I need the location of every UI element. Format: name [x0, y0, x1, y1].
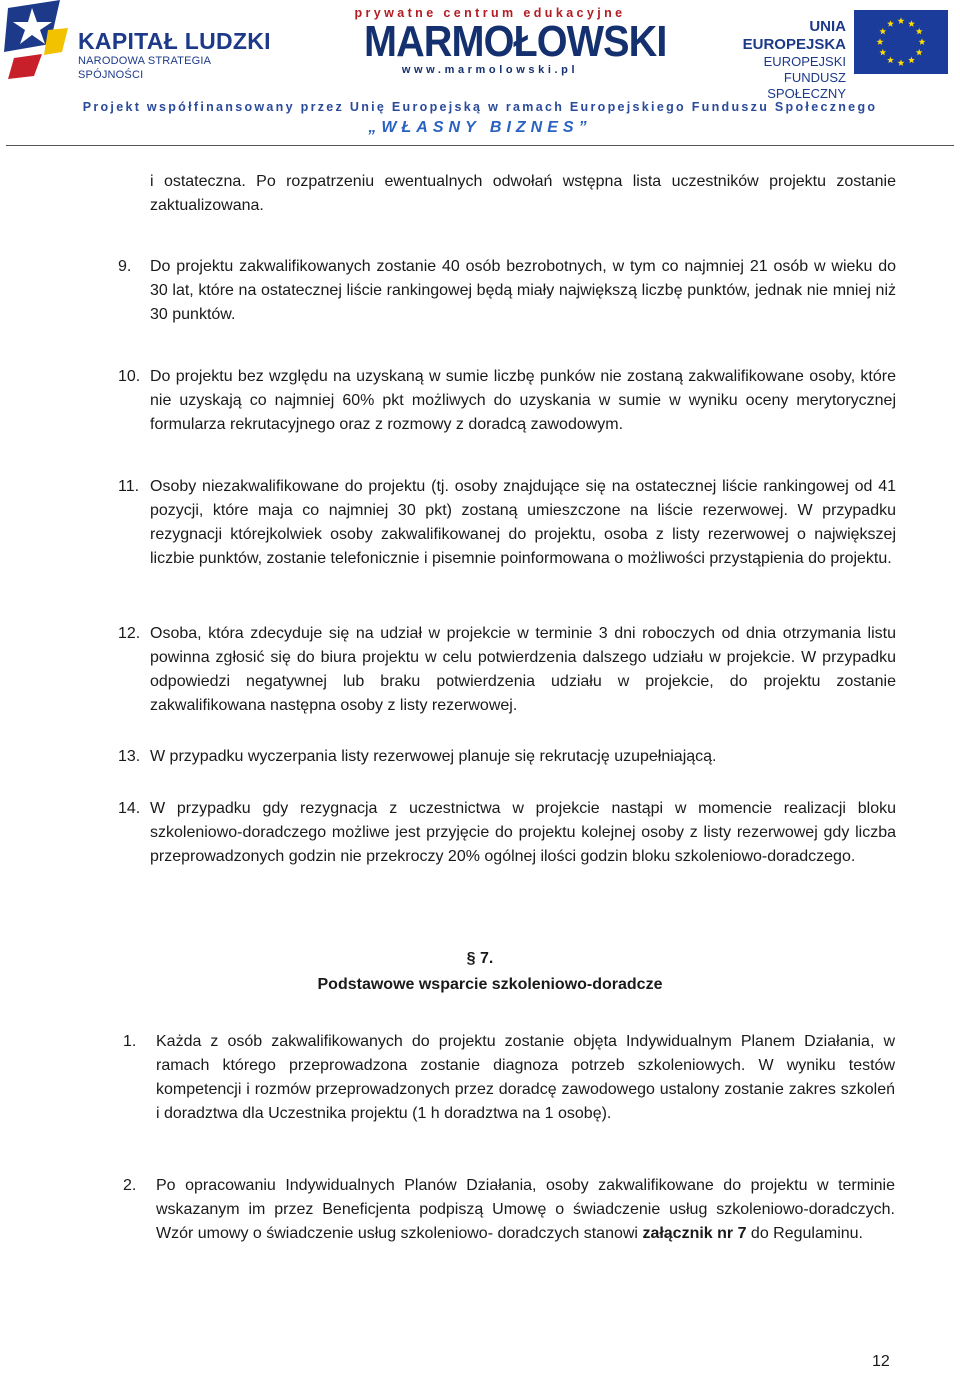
section-item-text	[156, 1174, 895, 1246]
eu-subtitle-2: FUNDUSZ SPOŁECZNY	[767, 70, 846, 101]
item-number: 9.	[118, 258, 132, 275]
continuation-paragraph: i ostateczna. Po rozpatrzeniu ewentualnych odwołań wstępna lista uczestników projektu zostanie zaktualizowana.	[150, 173, 896, 214]
item-text: W przypadku wyczerpania listy rezerwowej planuje się rekrutację uzupełniającą.	[150, 748, 717, 765]
item-text: Osoba, która zdecyduje się na udział w projekcie w terminie 3 dni roboczych od dnia otrzymania listu powinna zgłosić się do biura projektu w celu potwierdzenia dalszego udziału w projekcie. W przypadku odpowiedzi negatywnej lub braku potwierdzenia udziału w projekcie, do projektu zostanie zakwalifikowana następna osoby z listy rezerwowej.	[150, 625, 896, 714]
section-title: Podstawowe wsparcie szkoleniowo-doradcze	[317, 976, 663, 993]
section-number: § 7.	[466, 950, 494, 967]
item-number: 13.	[118, 748, 141, 765]
marmolowski-url: www.marmolowski.pl	[401, 64, 579, 76]
item-number: 12.	[118, 625, 141, 642]
marmolowski-logo	[350, 6, 667, 78]
section-item-text-part: do Regulaminu.	[746, 1225, 863, 1242]
marmolowski-name: MARMOŁOWSKI	[364, 17, 667, 66]
item-number: 14.	[118, 800, 141, 817]
kapital-ludzki-subtitle: NARODOWA STRATEGIA SPÓJNOŚCI	[78, 55, 211, 81]
attachment-reference: załącznik nr 7	[642, 1225, 747, 1242]
section-item-number: 2.	[123, 1177, 137, 1194]
kapital-ludzki-title: KAPITAŁ LUDZKI	[78, 28, 271, 54]
section-item-number: 1.	[123, 1033, 137, 1050]
project-slogan: „WŁASNY BIZNES”	[368, 119, 592, 136]
item-number: 10.	[118, 368, 141, 385]
item-text: Do projektu bez względu na uzyskaną w sumie liczbę punków nie zostaną zakwalifikowane osoby, które nie uzyskają co najmniej 60% pkt możliwych do uzyskania w sumie w wyniku oceny merytorycznej formularza rekrutacyjnego oraz z rozmowy z doradcą zawodowym.	[150, 368, 896, 433]
eu-title: UNIA EUROPEJSKA	[742, 18, 846, 53]
kapital-ludzki-emblem-icon	[4, 0, 70, 80]
kapital-ludzki-logo	[4, 0, 274, 80]
marmolowski-tagline: prywatne centrum edukacyjne	[354, 6, 626, 20]
item-number: 11.	[118, 478, 140, 495]
item-text: Do projektu zakwalifikowanych zostanie 40 osób bezrobotnych, w tym co najmniej 21 osób w wieku do 30 lat, które na ostatecznej liście rankingowej będą miały największą liczbę punktów, jednak nie mniej niż 30 punktów.	[150, 258, 896, 323]
section-item-text: Każda z osób zakwalifikowanych do projektu zostanie objęta Indywidualnym Planem Działania, w ramach którego przeprowadzona zostanie diagnoza potrzeb szkoleniowych. W wyniku testów kompetencji i rozmów przeprowadzonych przez doradcę zawodowego ustalony zostanie zakres szkoleń i doradztwa dla Uczestnika projektu (1 h doradztwa na 1 osobę).	[156, 1033, 895, 1122]
eu-subtitle-1: EUROPEJSKI	[763, 54, 846, 69]
eu-logo	[704, 10, 954, 101]
page-header	[0, 0, 960, 150]
item-text: W przypadku gdy rezygnacja z uczestnictwa w projekcie nastąpi w momencie realizacji bloku szkoleniowo-doradczego możliwe jest przyjęcie do projektu kolejnej osoby z listy rezerwowej gdy liczba przeprowadzonych godzin nie przekroczy 20% ogólnej ilości godzin bloku szkoleniowo-doradczego.	[150, 800, 896, 865]
section-item-text-part: Po opracowaniu Indywidualnych Planów Działania, osoby zakwalifikowane do projektu w terminie wskazanym im przez Beneficjenta podpiszą Umowę o świadczenie usług szkoleniowo-doradczych. Wzór umowy o świadczenie usług szkoleniowo- doradczych stanowi	[156, 1177, 895, 1242]
project-cofinancing-line: Projekt współfinansowany przez Unię Europejską w ramach Europejskiego Funduszu Społecznego	[82, 100, 878, 114]
page-number: 12	[872, 1353, 890, 1370]
item-text: Osoby niezakwalifikowane do projektu (tj. osoby znajdujące się na ostatecznej liście rankingowej od 41 pozycji, które maja co najmniej 30 pkt) zostaną umieszczone na liście rezerwowej. W przypadku rezygnacji którejkolwiek osoby zakwalifikowanej do projektu, osoba z listy rezerwowej o największej liczbie punktów, zostanie telefonicznie i pisemnie poinformowana o możliwości przystąpienia do projektu.	[150, 478, 896, 567]
header-divider	[6, 145, 954, 146]
eu-flag-icon	[854, 10, 948, 74]
